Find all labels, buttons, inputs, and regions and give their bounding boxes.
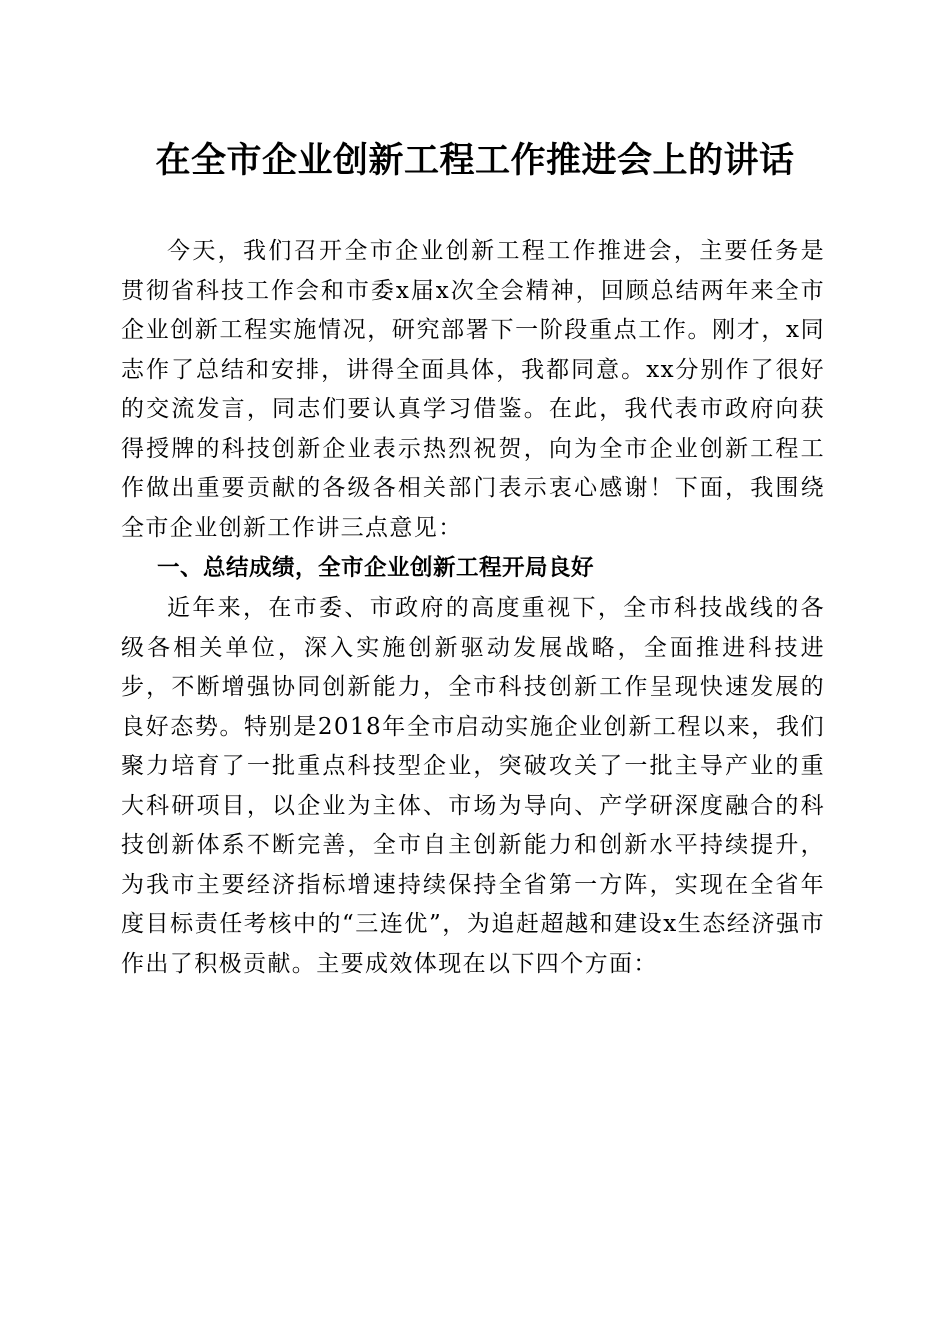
document-title: 在全市企业创新工程工作推进会上的讲话 (155, 140, 795, 181)
section-paragraph: 近年来，在市委、市政府的高度重视下，全市科技战线的各级各相关单位，深入实施创新驱动发展战略，全面推进科技进步，不断增强协同创新能力，全市科技创新工作呈现快速发展的良好态势。特别是2018年全市启动实施企业创新工程以来，我们聚力培育了一批重点科技型企业，突破攻关了一批主导产业的重大科研项目，以企业为主体、市场为导向、产学研深度融合的科技创新体系不断完善，全市自主创新能力和创新水平持续提升，为我市主要经济指标增速持续保持全省第一方阵，实现在全省年度目标责任考核中的“三连优”，为追赶超越和建设x生态经济强市作出了积极贡献。主要成效体现在以下四个方面： (121, 595, 825, 977)
intro-paragraph: 今天，我们召开全市企业创新工程工作推进会，主要任务是贯彻省科技工作会和市委x届x次全会精神，回顾总结两年来全市企业创新工程实施情况，研究部署下一阶段重点工作。刚才，x同志作了总结和安排，讲得全面具体，我都同意。xx分别作了很好的交流发言，同志们要认真学习借鉴。在此，我代表市政府向获得授牌的科技创新企业表示热烈祝贺，向为全市企业创新工程工作做出重要贡献的各级各相关部门表示衷心感谢！下面，我围绕全市企业创新工作讲三点意见： (121, 238, 825, 541)
section-heading: 一、总结成绩，全市企业创新工程开局良好 (157, 555, 595, 581)
document-body (121, 232, 825, 984)
